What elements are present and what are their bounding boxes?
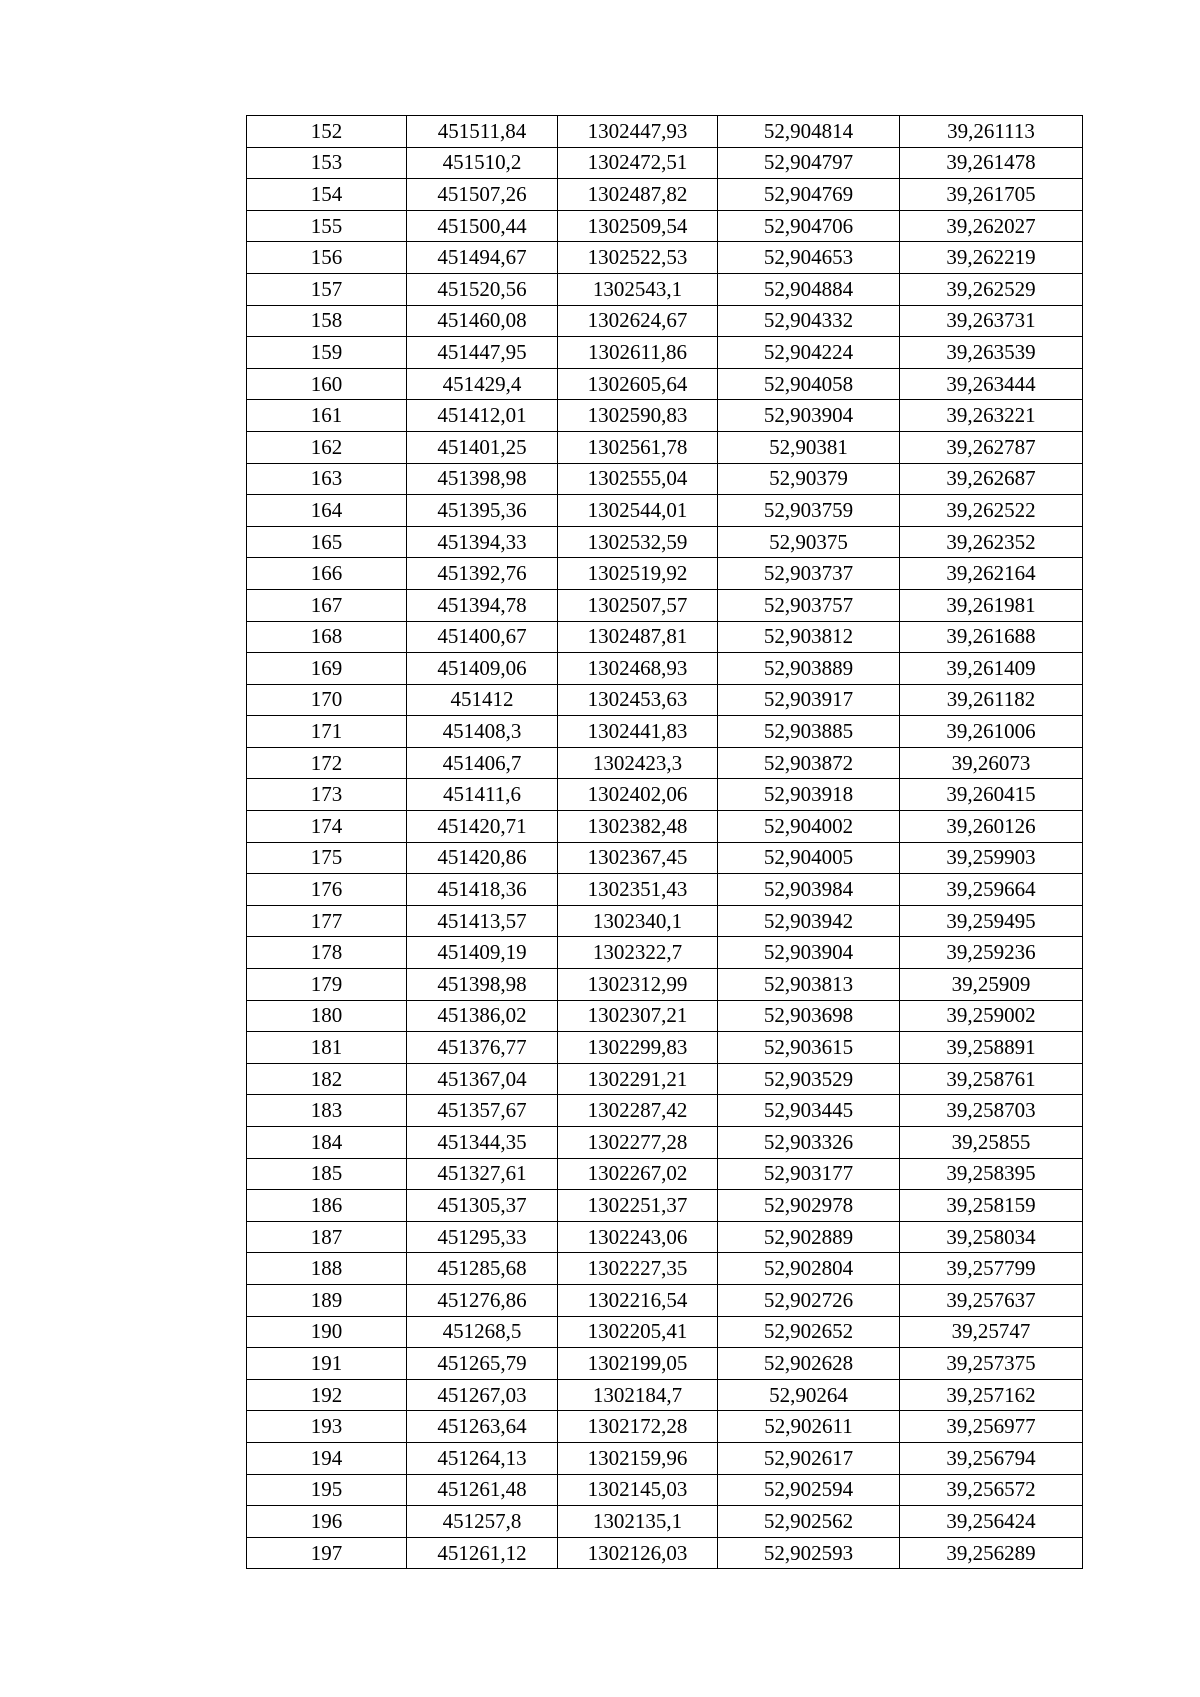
x-coordinate-cell: 451305,37 bbox=[407, 1190, 558, 1222]
longitude-cell: 39,261409 bbox=[900, 653, 1083, 685]
table-row bbox=[247, 811, 1083, 843]
latitude-cell: 52,902978 bbox=[718, 1190, 900, 1222]
longitude-cell: 39,263444 bbox=[900, 368, 1083, 400]
point-number-cell: 184 bbox=[247, 1127, 407, 1159]
latitude-cell: 52,902628 bbox=[718, 1348, 900, 1380]
point-number-cell: 172 bbox=[247, 747, 407, 779]
table-row bbox=[247, 1411, 1083, 1443]
point-number-cell: 164 bbox=[247, 495, 407, 527]
latitude-cell: 52,904653 bbox=[718, 242, 900, 274]
point-number-cell: 197 bbox=[247, 1537, 407, 1569]
y-coordinate-cell: 1302611,86 bbox=[558, 337, 718, 369]
point-number-cell: 188 bbox=[247, 1253, 407, 1285]
y-coordinate-cell: 1302159,96 bbox=[558, 1442, 718, 1474]
latitude-cell: 52,902593 bbox=[718, 1537, 900, 1569]
x-coordinate-cell: 451395,36 bbox=[407, 495, 558, 527]
table-row bbox=[247, 684, 1083, 716]
table-row bbox=[247, 747, 1083, 779]
latitude-cell: 52,902611 bbox=[718, 1411, 900, 1443]
point-number-cell: 175 bbox=[247, 842, 407, 874]
y-coordinate-cell: 1302382,48 bbox=[558, 811, 718, 843]
table-row bbox=[247, 1190, 1083, 1222]
point-number-cell: 154 bbox=[247, 179, 407, 211]
table-row bbox=[247, 463, 1083, 495]
latitude-cell: 52,903757 bbox=[718, 589, 900, 621]
longitude-cell: 39,258034 bbox=[900, 1221, 1083, 1253]
x-coordinate-cell: 451418,36 bbox=[407, 874, 558, 906]
longitude-cell: 39,261688 bbox=[900, 621, 1083, 653]
latitude-cell: 52,904224 bbox=[718, 337, 900, 369]
longitude-cell: 39,262164 bbox=[900, 558, 1083, 590]
latitude-cell: 52,903812 bbox=[718, 621, 900, 653]
latitude-cell: 52,904797 bbox=[718, 147, 900, 179]
point-number-cell: 160 bbox=[247, 368, 407, 400]
longitude-cell: 39,259903 bbox=[900, 842, 1083, 874]
table-row bbox=[247, 589, 1083, 621]
latitude-cell: 52,903813 bbox=[718, 969, 900, 1001]
latitude-cell: 52,903885 bbox=[718, 716, 900, 748]
longitude-cell: 39,258761 bbox=[900, 1063, 1083, 1095]
longitude-cell: 39,25909 bbox=[900, 969, 1083, 1001]
y-coordinate-cell: 1302287,42 bbox=[558, 1095, 718, 1127]
x-coordinate-cell: 451263,64 bbox=[407, 1411, 558, 1443]
point-number-cell: 193 bbox=[247, 1411, 407, 1443]
point-number-cell: 182 bbox=[247, 1063, 407, 1095]
latitude-cell: 52,903918 bbox=[718, 779, 900, 811]
x-coordinate-cell: 451447,95 bbox=[407, 337, 558, 369]
y-coordinate-cell: 1302307,21 bbox=[558, 1000, 718, 1032]
table-row bbox=[247, 1253, 1083, 1285]
y-coordinate-cell: 1302135,1 bbox=[558, 1506, 718, 1538]
longitude-cell: 39,261182 bbox=[900, 684, 1083, 716]
point-number-cell: 190 bbox=[247, 1316, 407, 1348]
point-number-cell: 165 bbox=[247, 526, 407, 558]
latitude-cell: 52,903917 bbox=[718, 684, 900, 716]
table-row bbox=[247, 1000, 1083, 1032]
y-coordinate-cell: 1302243,06 bbox=[558, 1221, 718, 1253]
longitude-cell: 39,262352 bbox=[900, 526, 1083, 558]
table-row bbox=[247, 874, 1083, 906]
y-coordinate-cell: 1302216,54 bbox=[558, 1284, 718, 1316]
table-row bbox=[247, 368, 1083, 400]
longitude-cell: 39,257637 bbox=[900, 1284, 1083, 1316]
latitude-cell: 52,90381 bbox=[718, 431, 900, 463]
latitude-cell: 52,902726 bbox=[718, 1284, 900, 1316]
point-number-cell: 178 bbox=[247, 937, 407, 969]
table-row bbox=[247, 1095, 1083, 1127]
point-number-cell: 185 bbox=[247, 1158, 407, 1190]
y-coordinate-cell: 1302624,67 bbox=[558, 305, 718, 337]
table-row bbox=[247, 937, 1083, 969]
table-row bbox=[247, 1442, 1083, 1474]
x-coordinate-cell: 451394,78 bbox=[407, 589, 558, 621]
latitude-cell: 52,902594 bbox=[718, 1474, 900, 1506]
latitude-cell: 52,903904 bbox=[718, 937, 900, 969]
longitude-cell: 39,262787 bbox=[900, 431, 1083, 463]
x-coordinate-cell: 451520,56 bbox=[407, 273, 558, 305]
latitude-cell: 52,903445 bbox=[718, 1095, 900, 1127]
table-row bbox=[247, 179, 1083, 211]
longitude-cell: 39,25855 bbox=[900, 1127, 1083, 1159]
y-coordinate-cell: 1302519,92 bbox=[558, 558, 718, 590]
point-number-cell: 192 bbox=[247, 1379, 407, 1411]
x-coordinate-cell: 451412,01 bbox=[407, 400, 558, 432]
y-coordinate-cell: 1302322,7 bbox=[558, 937, 718, 969]
y-coordinate-cell: 1302555,04 bbox=[558, 463, 718, 495]
latitude-cell: 52,903889 bbox=[718, 653, 900, 685]
latitude-cell: 52,904814 bbox=[718, 116, 900, 148]
latitude-cell: 52,902617 bbox=[718, 1442, 900, 1474]
y-coordinate-cell: 1302487,81 bbox=[558, 621, 718, 653]
latitude-cell: 52,904332 bbox=[718, 305, 900, 337]
x-coordinate-cell: 451420,71 bbox=[407, 811, 558, 843]
longitude-cell: 39,256977 bbox=[900, 1411, 1083, 1443]
x-coordinate-cell: 451267,03 bbox=[407, 1379, 558, 1411]
y-coordinate-cell: 1302507,57 bbox=[558, 589, 718, 621]
y-coordinate-cell: 1302291,21 bbox=[558, 1063, 718, 1095]
point-number-cell: 153 bbox=[247, 147, 407, 179]
point-number-cell: 162 bbox=[247, 431, 407, 463]
longitude-cell: 39,256572 bbox=[900, 1474, 1083, 1506]
y-coordinate-cell: 1302423,3 bbox=[558, 747, 718, 779]
y-coordinate-cell: 1302543,1 bbox=[558, 273, 718, 305]
table-row bbox=[247, 1348, 1083, 1380]
x-coordinate-cell: 451392,76 bbox=[407, 558, 558, 590]
y-coordinate-cell: 1302367,45 bbox=[558, 842, 718, 874]
longitude-cell: 39,260126 bbox=[900, 811, 1083, 843]
table-row bbox=[247, 1158, 1083, 1190]
x-coordinate-cell: 451386,02 bbox=[407, 1000, 558, 1032]
point-number-cell: 181 bbox=[247, 1032, 407, 1064]
latitude-cell: 52,903326 bbox=[718, 1127, 900, 1159]
longitude-cell: 39,257162 bbox=[900, 1379, 1083, 1411]
point-number-cell: 156 bbox=[247, 242, 407, 274]
x-coordinate-cell: 451257,8 bbox=[407, 1506, 558, 1538]
y-coordinate-cell: 1302299,83 bbox=[558, 1032, 718, 1064]
longitude-cell: 39,263731 bbox=[900, 305, 1083, 337]
longitude-cell: 39,257375 bbox=[900, 1348, 1083, 1380]
table-row bbox=[247, 273, 1083, 305]
x-coordinate-cell: 451429,4 bbox=[407, 368, 558, 400]
x-coordinate-cell: 451261,48 bbox=[407, 1474, 558, 1506]
y-coordinate-cell: 1302487,82 bbox=[558, 179, 718, 211]
latitude-cell: 52,904002 bbox=[718, 811, 900, 843]
longitude-cell: 39,262522 bbox=[900, 495, 1083, 527]
x-coordinate-cell: 451264,13 bbox=[407, 1442, 558, 1474]
table-row bbox=[247, 526, 1083, 558]
point-number-cell: 152 bbox=[247, 116, 407, 148]
latitude-cell: 52,904884 bbox=[718, 273, 900, 305]
x-coordinate-cell: 451500,44 bbox=[407, 210, 558, 242]
longitude-cell: 39,25747 bbox=[900, 1316, 1083, 1348]
table-row bbox=[247, 400, 1083, 432]
table-row bbox=[247, 337, 1083, 369]
longitude-cell: 39,259236 bbox=[900, 937, 1083, 969]
longitude-cell: 39,26073 bbox=[900, 747, 1083, 779]
x-coordinate-cell: 451411,6 bbox=[407, 779, 558, 811]
table-row bbox=[247, 242, 1083, 274]
latitude-cell: 52,902562 bbox=[718, 1506, 900, 1538]
point-number-cell: 170 bbox=[247, 684, 407, 716]
table-row bbox=[247, 558, 1083, 590]
x-coordinate-cell: 451408,3 bbox=[407, 716, 558, 748]
y-coordinate-cell: 1302544,01 bbox=[558, 495, 718, 527]
table-row bbox=[247, 969, 1083, 1001]
x-coordinate-cell: 451507,26 bbox=[407, 179, 558, 211]
longitude-cell: 39,263539 bbox=[900, 337, 1083, 369]
x-coordinate-cell: 451261,12 bbox=[407, 1537, 558, 1569]
latitude-cell: 52,902804 bbox=[718, 1253, 900, 1285]
y-coordinate-cell: 1302402,06 bbox=[558, 779, 718, 811]
y-coordinate-cell: 1302532,59 bbox=[558, 526, 718, 558]
longitude-cell: 39,258703 bbox=[900, 1095, 1083, 1127]
longitude-cell: 39,261981 bbox=[900, 589, 1083, 621]
latitude-cell: 52,903904 bbox=[718, 400, 900, 432]
longitude-cell: 39,262027 bbox=[900, 210, 1083, 242]
table-row bbox=[247, 305, 1083, 337]
longitude-cell: 39,262687 bbox=[900, 463, 1083, 495]
y-coordinate-cell: 1302277,28 bbox=[558, 1127, 718, 1159]
x-coordinate-cell: 451398,98 bbox=[407, 969, 558, 1001]
longitude-cell: 39,258159 bbox=[900, 1190, 1083, 1222]
latitude-cell: 52,902889 bbox=[718, 1221, 900, 1253]
longitude-cell: 39,259664 bbox=[900, 874, 1083, 906]
table-row bbox=[247, 1127, 1083, 1159]
latitude-cell: 52,903942 bbox=[718, 905, 900, 937]
latitude-cell: 52,903177 bbox=[718, 1158, 900, 1190]
x-coordinate-cell: 451401,25 bbox=[407, 431, 558, 463]
y-coordinate-cell: 1302199,05 bbox=[558, 1348, 718, 1380]
y-coordinate-cell: 1302172,28 bbox=[558, 1411, 718, 1443]
point-number-cell: 163 bbox=[247, 463, 407, 495]
x-coordinate-cell: 451327,61 bbox=[407, 1158, 558, 1190]
latitude-cell: 52,90375 bbox=[718, 526, 900, 558]
latitude-cell: 52,90379 bbox=[718, 463, 900, 495]
table-row bbox=[247, 1284, 1083, 1316]
point-number-cell: 195 bbox=[247, 1474, 407, 1506]
table-row bbox=[247, 1537, 1083, 1569]
x-coordinate-cell: 451367,04 bbox=[407, 1063, 558, 1095]
x-coordinate-cell: 451394,33 bbox=[407, 526, 558, 558]
point-number-cell: 155 bbox=[247, 210, 407, 242]
y-coordinate-cell: 1302205,41 bbox=[558, 1316, 718, 1348]
y-coordinate-cell: 1302351,43 bbox=[558, 874, 718, 906]
y-coordinate-cell: 1302472,51 bbox=[558, 147, 718, 179]
table-row bbox=[247, 1032, 1083, 1064]
y-coordinate-cell: 1302312,99 bbox=[558, 969, 718, 1001]
longitude-cell: 39,256794 bbox=[900, 1442, 1083, 1474]
point-number-cell: 189 bbox=[247, 1284, 407, 1316]
y-coordinate-cell: 1302184,7 bbox=[558, 1379, 718, 1411]
point-number-cell: 196 bbox=[247, 1506, 407, 1538]
coordinates-table-body bbox=[247, 116, 1083, 1569]
x-coordinate-cell: 451510,2 bbox=[407, 147, 558, 179]
y-coordinate-cell: 1302453,63 bbox=[558, 684, 718, 716]
point-number-cell: 194 bbox=[247, 1442, 407, 1474]
x-coordinate-cell: 451494,67 bbox=[407, 242, 558, 274]
y-coordinate-cell: 1302468,93 bbox=[558, 653, 718, 685]
latitude-cell: 52,903615 bbox=[718, 1032, 900, 1064]
x-coordinate-cell: 451276,86 bbox=[407, 1284, 558, 1316]
point-number-cell: 187 bbox=[247, 1221, 407, 1253]
longitude-cell: 39,258891 bbox=[900, 1032, 1083, 1064]
latitude-cell: 52,903872 bbox=[718, 747, 900, 779]
x-coordinate-cell: 451511,84 bbox=[407, 116, 558, 148]
longitude-cell: 39,256289 bbox=[900, 1537, 1083, 1569]
point-number-cell: 159 bbox=[247, 337, 407, 369]
longitude-cell: 39,260415 bbox=[900, 779, 1083, 811]
longitude-cell: 39,262219 bbox=[900, 242, 1083, 274]
point-number-cell: 166 bbox=[247, 558, 407, 590]
latitude-cell: 52,903737 bbox=[718, 558, 900, 590]
point-number-cell: 171 bbox=[247, 716, 407, 748]
x-coordinate-cell: 451460,08 bbox=[407, 305, 558, 337]
point-number-cell: 161 bbox=[247, 400, 407, 432]
point-number-cell: 168 bbox=[247, 621, 407, 653]
y-coordinate-cell: 1302590,83 bbox=[558, 400, 718, 432]
point-number-cell: 169 bbox=[247, 653, 407, 685]
longitude-cell: 39,259002 bbox=[900, 1000, 1083, 1032]
x-coordinate-cell: 451409,06 bbox=[407, 653, 558, 685]
table-row bbox=[247, 621, 1083, 653]
point-number-cell: 180 bbox=[247, 1000, 407, 1032]
latitude-cell: 52,904769 bbox=[718, 179, 900, 211]
y-coordinate-cell: 1302447,93 bbox=[558, 116, 718, 148]
table-row bbox=[247, 1063, 1083, 1095]
x-coordinate-cell: 451412 bbox=[407, 684, 558, 716]
latitude-cell: 52,90264 bbox=[718, 1379, 900, 1411]
latitude-cell: 52,903698 bbox=[718, 1000, 900, 1032]
latitude-cell: 52,903984 bbox=[718, 874, 900, 906]
table-row bbox=[247, 1474, 1083, 1506]
y-coordinate-cell: 1302605,64 bbox=[558, 368, 718, 400]
table-row bbox=[247, 1221, 1083, 1253]
point-number-cell: 167 bbox=[247, 589, 407, 621]
table-row bbox=[247, 116, 1083, 148]
latitude-cell: 52,904058 bbox=[718, 368, 900, 400]
longitude-cell: 39,256424 bbox=[900, 1506, 1083, 1538]
x-coordinate-cell: 451413,57 bbox=[407, 905, 558, 937]
longitude-cell: 39,261113 bbox=[900, 116, 1083, 148]
latitude-cell: 52,902652 bbox=[718, 1316, 900, 1348]
point-number-cell: 173 bbox=[247, 779, 407, 811]
x-coordinate-cell: 451344,35 bbox=[407, 1127, 558, 1159]
table-row bbox=[247, 905, 1083, 937]
point-number-cell: 176 bbox=[247, 874, 407, 906]
table-row bbox=[247, 210, 1083, 242]
table-row bbox=[247, 716, 1083, 748]
x-coordinate-cell: 451420,86 bbox=[407, 842, 558, 874]
x-coordinate-cell: 451400,67 bbox=[407, 621, 558, 653]
y-coordinate-cell: 1302561,78 bbox=[558, 431, 718, 463]
table-row bbox=[247, 431, 1083, 463]
y-coordinate-cell: 1302251,37 bbox=[558, 1190, 718, 1222]
point-number-cell: 174 bbox=[247, 811, 407, 843]
point-number-cell: 191 bbox=[247, 1348, 407, 1380]
table-row bbox=[247, 842, 1083, 874]
y-coordinate-cell: 1302267,02 bbox=[558, 1158, 718, 1190]
table-row bbox=[247, 779, 1083, 811]
table-row bbox=[247, 495, 1083, 527]
latitude-cell: 52,904005 bbox=[718, 842, 900, 874]
y-coordinate-cell: 1302145,03 bbox=[558, 1474, 718, 1506]
longitude-cell: 39,258395 bbox=[900, 1158, 1083, 1190]
point-number-cell: 183 bbox=[247, 1095, 407, 1127]
latitude-cell: 52,904706 bbox=[718, 210, 900, 242]
table-row bbox=[247, 1379, 1083, 1411]
table-row bbox=[247, 147, 1083, 179]
point-number-cell: 157 bbox=[247, 273, 407, 305]
table-row bbox=[247, 1316, 1083, 1348]
longitude-cell: 39,259495 bbox=[900, 905, 1083, 937]
longitude-cell: 39,263221 bbox=[900, 400, 1083, 432]
coordinates-table bbox=[246, 115, 1083, 1569]
longitude-cell: 39,261478 bbox=[900, 147, 1083, 179]
x-coordinate-cell: 451376,77 bbox=[407, 1032, 558, 1064]
point-number-cell: 177 bbox=[247, 905, 407, 937]
x-coordinate-cell: 451409,19 bbox=[407, 937, 558, 969]
point-number-cell: 186 bbox=[247, 1190, 407, 1222]
x-coordinate-cell: 451357,67 bbox=[407, 1095, 558, 1127]
longitude-cell: 39,262529 bbox=[900, 273, 1083, 305]
latitude-cell: 52,903529 bbox=[718, 1063, 900, 1095]
y-coordinate-cell: 1302509,54 bbox=[558, 210, 718, 242]
x-coordinate-cell: 451265,79 bbox=[407, 1348, 558, 1380]
x-coordinate-cell: 451285,68 bbox=[407, 1253, 558, 1285]
y-coordinate-cell: 1302126,03 bbox=[558, 1537, 718, 1569]
point-number-cell: 158 bbox=[247, 305, 407, 337]
x-coordinate-cell: 451406,7 bbox=[407, 747, 558, 779]
x-coordinate-cell: 451295,33 bbox=[407, 1221, 558, 1253]
y-coordinate-cell: 1302227,35 bbox=[558, 1253, 718, 1285]
longitude-cell: 39,261006 bbox=[900, 716, 1083, 748]
table-row bbox=[247, 653, 1083, 685]
y-coordinate-cell: 1302522,53 bbox=[558, 242, 718, 274]
y-coordinate-cell: 1302441,83 bbox=[558, 716, 718, 748]
x-coordinate-cell: 451398,98 bbox=[407, 463, 558, 495]
table-row bbox=[247, 1506, 1083, 1538]
longitude-cell: 39,257799 bbox=[900, 1253, 1083, 1285]
y-coordinate-cell: 1302340,1 bbox=[558, 905, 718, 937]
latitude-cell: 52,903759 bbox=[718, 495, 900, 527]
point-number-cell: 179 bbox=[247, 969, 407, 1001]
x-coordinate-cell: 451268,5 bbox=[407, 1316, 558, 1348]
longitude-cell: 39,261705 bbox=[900, 179, 1083, 211]
